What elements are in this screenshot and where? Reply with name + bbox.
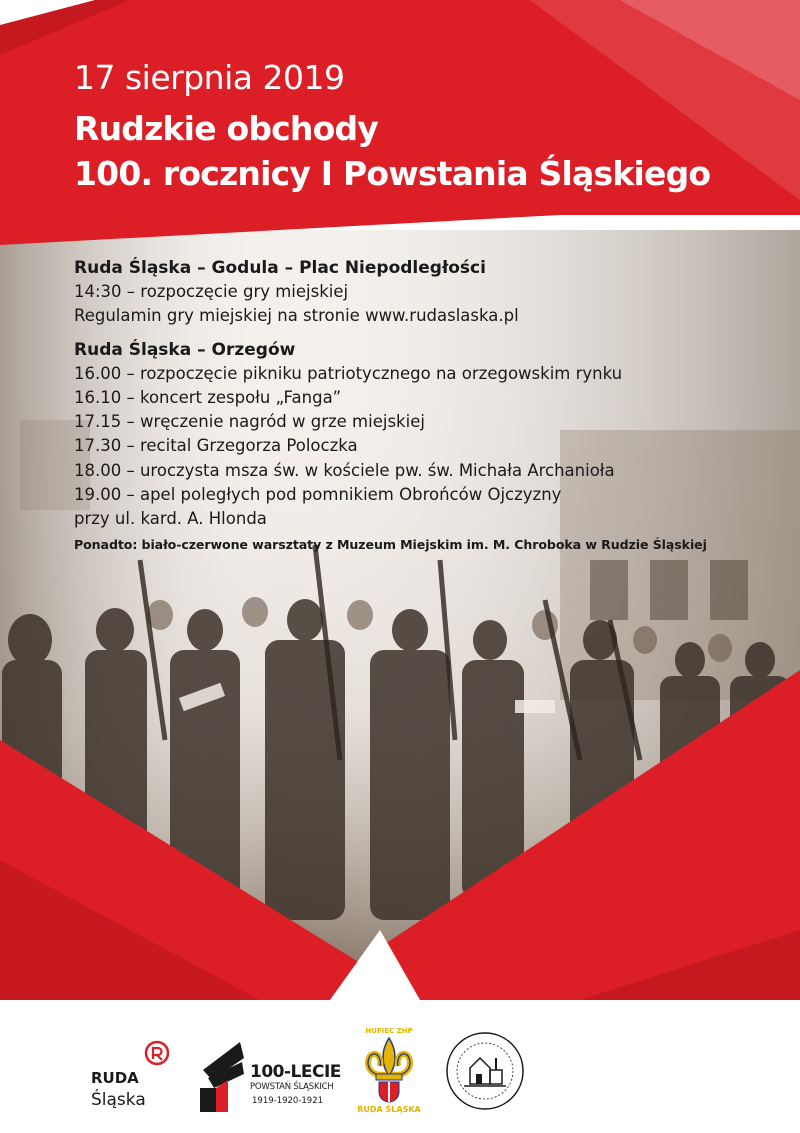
location-orzegow: Ruda Śląska – Orzegów [74, 339, 296, 360]
ruda-slaska-logo-icon [144, 1040, 170, 1066]
ruda-logo-text: RUDA [91, 1069, 139, 1087]
list-item: 19.00 – apel poległych pod pomnikiem Obrońców Ojczyzny [74, 484, 562, 504]
list-item: 18.00 – uroczysta msza św. w kościele pw. św. Michała Archanioła [74, 460, 615, 480]
museum-seal-icon [444, 1030, 526, 1112]
hufiec-top-text: HUFIEC ZHP [365, 1027, 413, 1035]
list-item: 17.30 – recital Grzegorza Poloczka [74, 436, 358, 456]
event-title [74, 106, 710, 196]
lecie-years: 1919-1920-1921 [252, 1096, 324, 1106]
title-line-2: 100. rocznicy I Powstania Śląskiego [74, 154, 711, 193]
lecie-subtitle: POWSTAŃ ŚLĄSKICH [250, 1082, 334, 1092]
lecie-logo-icon [198, 1040, 248, 1114]
title-line-1: Rudzkie obchody [74, 109, 379, 148]
list-item: 17.15 – wręczenie nagród w grze miejskiej [74, 412, 425, 432]
list-item: 16.10 – koncert zespołu „Fanga” [74, 388, 342, 408]
lecie-title: 100-LECIE [250, 1062, 341, 1082]
list-item: 16.00 – rozpoczęcie pikniku patriotycznego na orzegowskim rynku [74, 363, 623, 383]
program [74, 256, 774, 557]
slaska-logo-text: Śląska [91, 1090, 146, 1110]
event-date: 17 sierpnia 2019 [74, 58, 345, 97]
program-note: Ponadto: biało-czerwone warsztaty z Muzeum Miejskim im. M. Chroboka w Rudzie Śląskiej [74, 537, 707, 553]
hufiec-bottom-text: RUDA ŚLĄSKA [357, 1105, 421, 1114]
list-item: Regulamin gry miejskiej na stronie www.rudaslaska.pl [74, 306, 519, 326]
location-godula: Ruda Śląska – Godula – Plac Niepodległości [74, 258, 486, 278]
list-item: przy ul. kard. A. Hlonda [74, 509, 267, 529]
zhp-lily-icon [360, 1036, 418, 1104]
list-item: 14:30 – rozpoczęcie gry miejskiej [74, 282, 349, 302]
